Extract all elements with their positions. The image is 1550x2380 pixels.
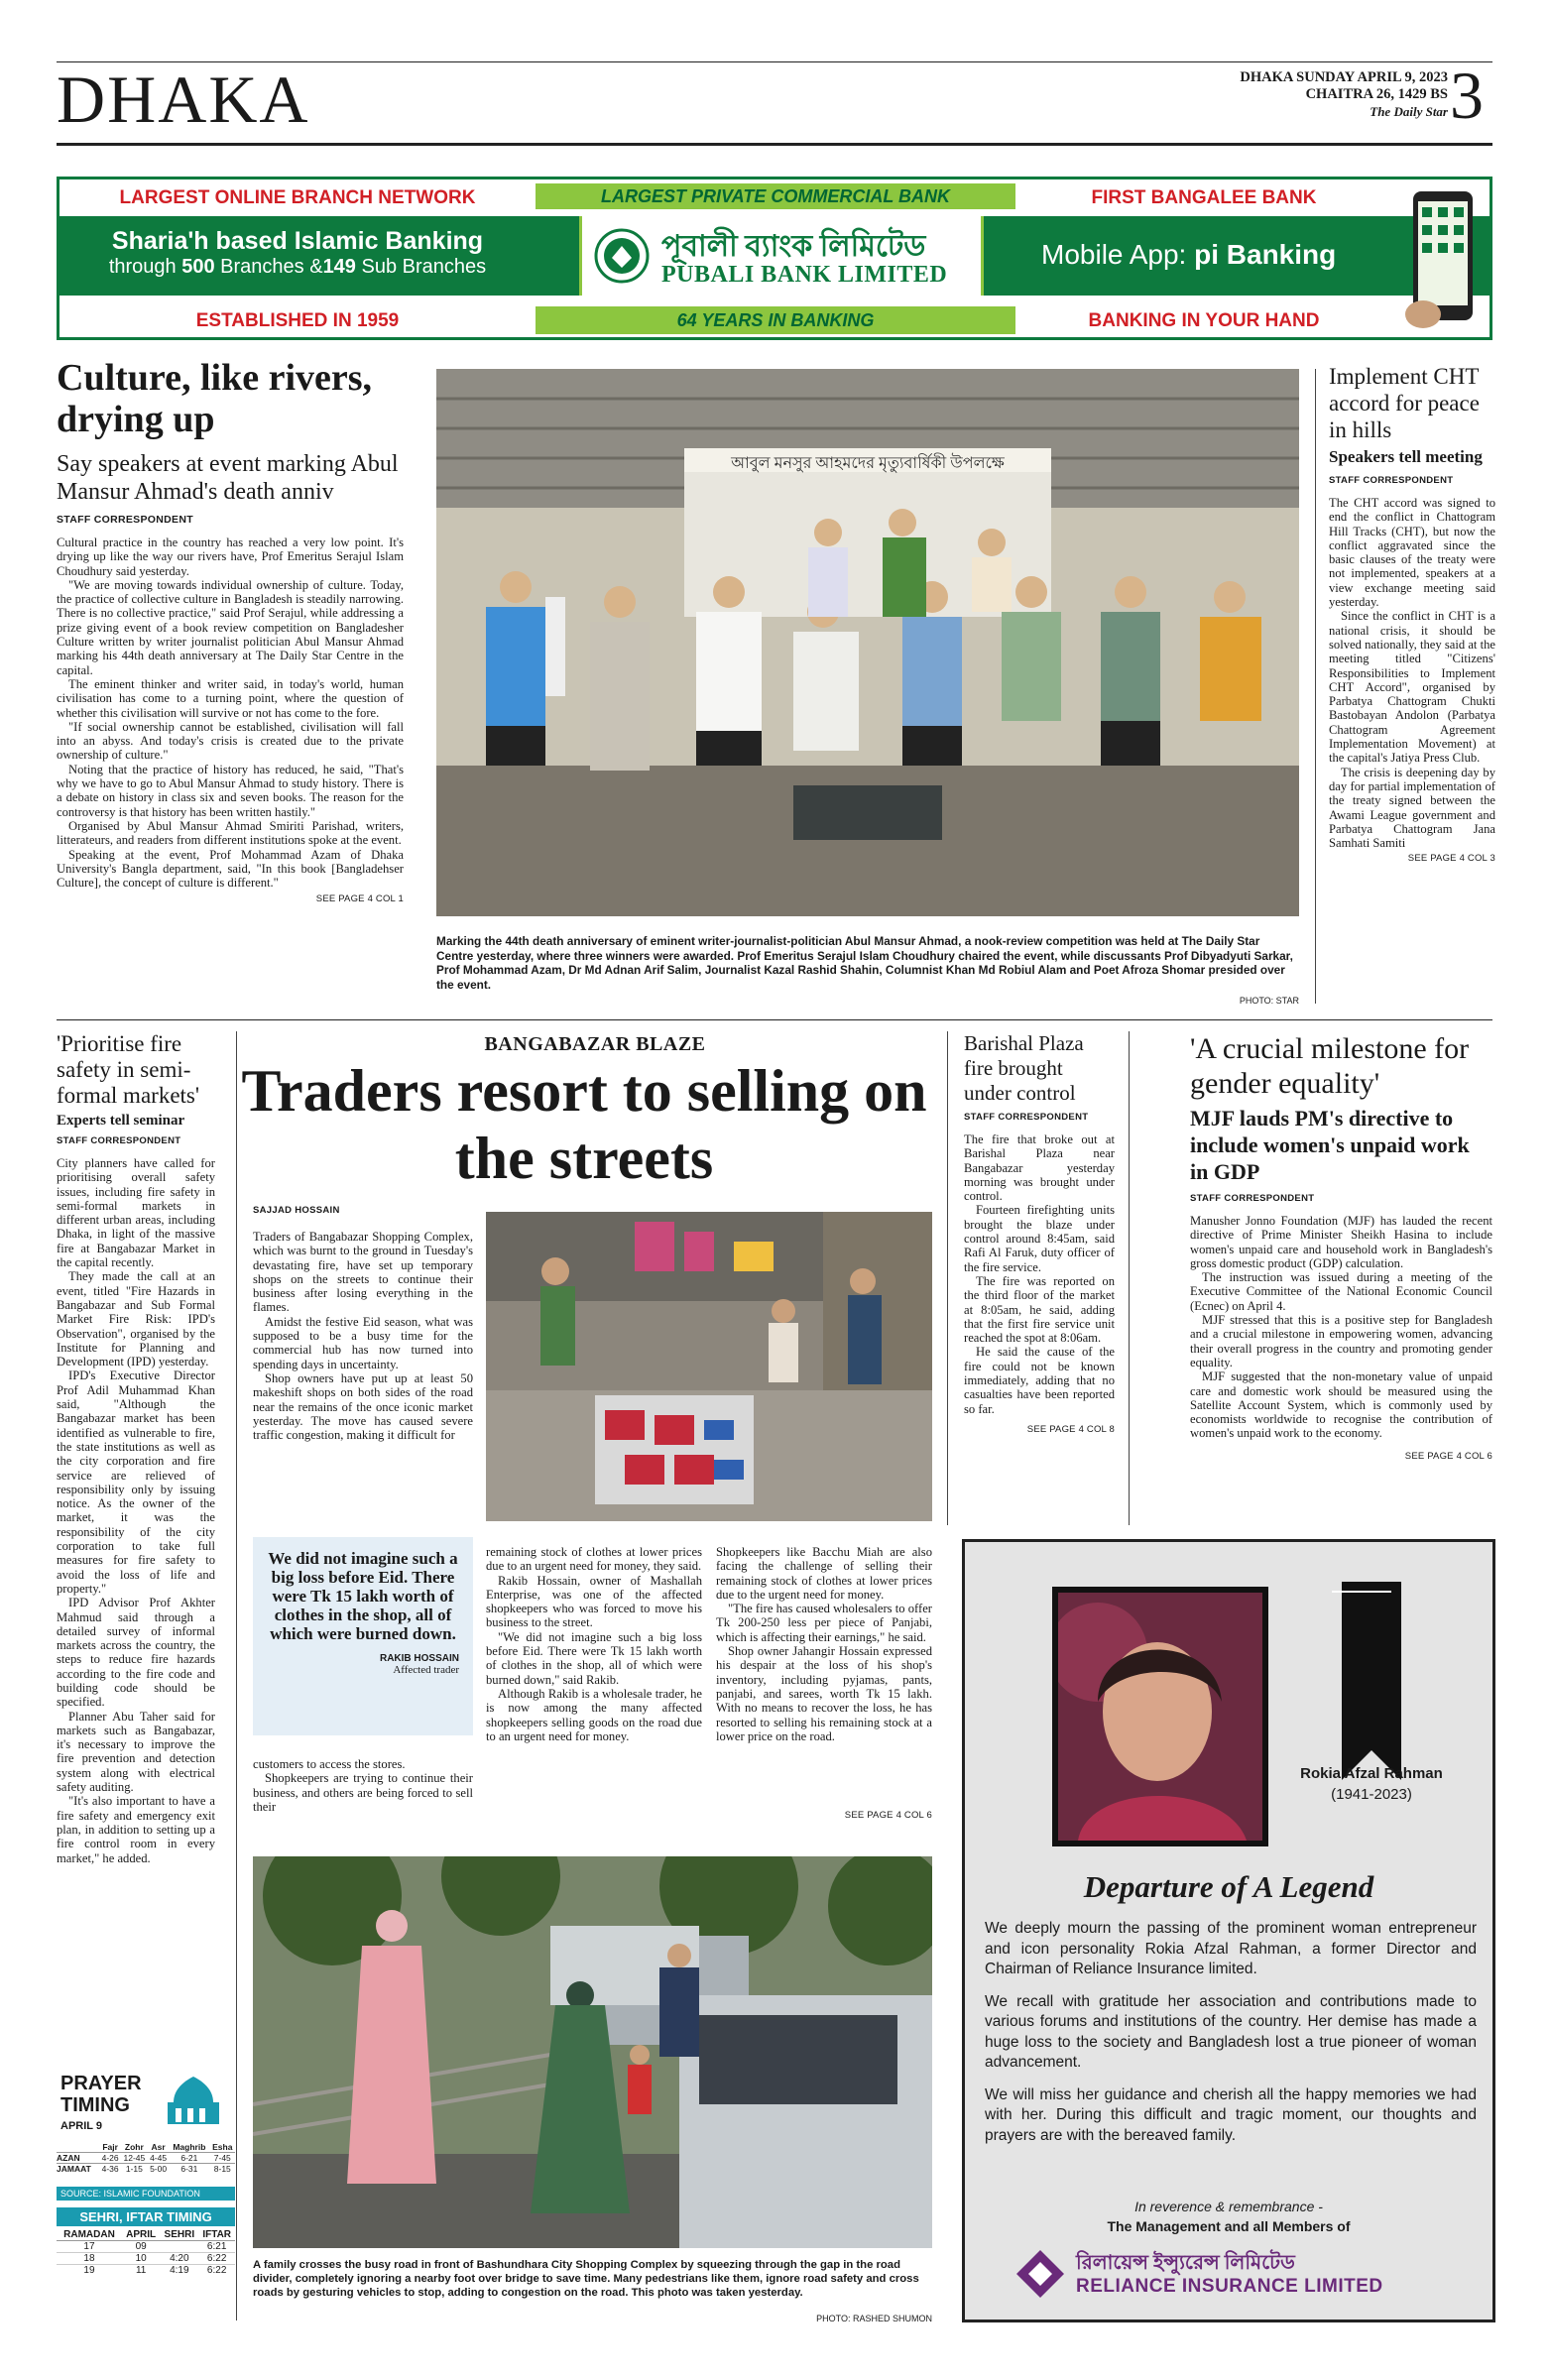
reliance-name-en: RELIANCE INSURANCE LIMITED [1076, 2276, 1383, 2297]
obituary-members: The Management and all Members of [1107, 2218, 1351, 2234]
obituary-reverence: In reverence & remembrance - [1134, 2199, 1323, 2214]
mjf-byline: STAFF CORRESPONDENT [1190, 1193, 1315, 1204]
ad-bottom-center: 64 YEARS IN BANKING [536, 306, 1015, 334]
prioritise-byline: STAFF CORRESPONDENT [57, 1135, 181, 1146]
prioritise-body: City planners have called for prioritising overall safety issues, including fire safety in semi-formal markets in different urban areas, including Dhaka, in light of the massive fire at Bangabazar Market in the capital recently. They made the call at an event, titled "Fire Hazards in Bangabazar and Sub Formal Market Fire Risk: IPD's Observation", organised by the Institute for Planning and Development (IPD) yesterday. IPD's Executive Director Prof Adil Muhammad Khan said, "Although the Bangabazar market has been identified as vulnerable to fire, the state institutions as well as the city corporation and fire service are relieved of responsibility only by issuing notice. As the owner of the market, it was the responsibility of the city corporation to take full measures for fire safety to avoid the loss of life and property." IPD Advisor Prof Akhter Mahmud said through a detailed survey of informal markets across the country, the steps to reduce fire hazards according to the fire code and building code should be specified. Planner Abu Taher said for markets such as Bangabazar, it's necessary to improve the fire prevention and detection system along with electrical safety auditing. "It's also important to have a fire safety and emergency exit plan, in addition to setting up a fire control room in every market," he added. [57, 1156, 215, 1865]
bank-name-en: PUBALI BANK LIMITED [661, 262, 948, 288]
barishal-headline[interactable]: Barishal Plaza fire brought under control [964, 1031, 1084, 1105]
culture-byline: STAFF CORRESPONDENT [57, 514, 193, 526]
obituary-photo [1052, 1587, 1268, 1846]
road-crossing-photo [253, 1856, 932, 2248]
traders-col1b: customers to access the stores. Shopkeepers are trying to continue their business, and others are being forced to sell their [253, 1757, 473, 1814]
barishal-see-page[interactable]: SEE PAGE 4 COL 8 [1026, 1423, 1115, 1435]
ad-top-right: FIRST BANGALEE BANK [1091, 187, 1317, 208]
mjf-see-page[interactable]: SEE PAGE 4 COL 6 [1404, 1450, 1492, 1462]
mjf-headline[interactable]: 'A crucial milestone for gender equality' [1190, 1032, 1470, 1100]
date-block [1190, 69, 1448, 120]
mjf-body: Manusher Jonno Foundation (MJF) has lauded the recent directive of Prime Minister Sheikh Hasina to include women's unpaid care and household work in Bangladesh's gross domestic product (GDP) calculation. The instruction was issued during a meeting of the Executive Committee of the National Economic Council (Ecnec) on April 4. MJF stressed that this is a positive step for Bangladesh and a crucial milestone in empowering women, advancing their overall progress in the country and promoting gender equality. MJF suggested that the non-monetary value of unpaid care and domestic work should be measured using the Satellite Account System, which is commonly used by economists worldwide to recognise the contribution of women's unpaid work to the economy. [1190, 1214, 1492, 1441]
cht-deck: Speakers tell meeting [1329, 447, 1483, 466]
culture-event-photo [436, 369, 1299, 916]
prayer-title: PRAYER TIMING [60, 2073, 142, 2116]
traders-see-page[interactable]: SEE PAGE 4 COL 6 [844, 1810, 932, 1821]
date-line: DHAKA SUNDAY APRIL 9, 2023 [1240, 69, 1448, 85]
traders-headline[interactable]: Traders resort to selling on the streets [241, 1058, 927, 1191]
bank-logo-box [579, 216, 984, 296]
culture-photo-caption: Marking the 44th death anniversary of eminent writer-journalist-politician Abul Mansur Ahmad, a nook-review competition was held at The Daily Star Centre yesterday, where three winners were awarded. Prof Emeritus Serajul Islam Choudhury chaired the event, while discussants Prof Dibyadyuti Sarkar, Prof Mohammad Azam, Dr Md Adnan Arif Salim, Journalist Kazal Rashid Shahin, Columnist Khan Md Robiul Alam and Poet Afroza Shomar presided over the event. [436, 934, 1293, 992]
mjf-story [1190, 1031, 1492, 1462]
section-title: DHAKA [57, 61, 310, 137]
pull-quote-text: We did not imagine such a big loss before Eid. There were Tk 15 lakh worth of clothes in the shop, all of which were burned down. [268, 1549, 458, 1643]
prayer-source: SOURCE: ISLAMIC FOUNDATION [57, 2187, 235, 2201]
page-number: 3 [1450, 58, 1484, 133]
culture-story [57, 357, 404, 904]
reliance-logo-icon [1013, 2246, 1068, 2302]
prayer-table: Fajr Zohr Asr Maghrib Esha AZAN 4-26 12-45 4-45 6-21 7-45 JAMAAT 4-36 1-15 5-00 6-31 8-15 [57, 2142, 235, 2174]
culture-headline[interactable]: Culture, like rivers, drying up [57, 357, 373, 440]
ad-mobile-app: Mobile App: pi Banking [1041, 239, 1337, 270]
traders-byline: SAJJAD HOSSAIN [253, 1205, 340, 1216]
black-ribbon-icon [1332, 1582, 1411, 1780]
sehri-table: RAMADAN APRIL SEHRI IFTAR 17 09 6:21 18 10 4:20 6:22 19 11 4:19 6:22 [57, 2229, 235, 2276]
pull-quote-role: Affected trader [393, 1664, 459, 1676]
road-photo-caption: A family crosses the busy road in front of Bashundhara City Shopping Complex by squeezing through the gap in the road divider, completely ignoring a nearby foot over bridge to save time. Many pedestrians like them, ignore road safety and cross roads by gesturing vehicles to stop, adding to congestion on the road. This photo was taken yesterday. [253, 2259, 919, 2299]
obituary-ad[interactable] [962, 1539, 1495, 2322]
bank-emblem-icon [594, 228, 650, 284]
cht-see-page[interactable]: SEE PAGE 4 COL 3 [1407, 853, 1495, 865]
sehri-title: SEHRI, IFTAR TIMING [57, 2207, 235, 2226]
barishal-byline: STAFF CORRESPONDENT [964, 1112, 1089, 1123]
pull-quote-name: RAKIB HOSSAIN [379, 1653, 459, 1664]
barishal-story [964, 1031, 1115, 1435]
prioritise-story [57, 1031, 215, 1865]
ad-bottom-left: ESTABLISHED IN 1959 [195, 310, 400, 331]
obituary-name: Rokia Afzal Rahman [1300, 1765, 1443, 1782]
paper-name: The Daily Star [1370, 104, 1448, 119]
ad-top-center: LARGEST PRIVATE COMMERCIAL BANK [536, 183, 1015, 209]
pull-quote [253, 1537, 473, 1735]
obituary-body: We deeply mourn the passing of the prominent woman entrepreneur and icon personality Rokia Afzal Rahman, a former Director and Chairman of Reliance Insurance limited. We recall with gratitude her association and contributions made to various forums and institutions of the country. Her demise has made a huge loss to the society and Bangladesh lost a true pioneer of woman advancement. We will miss her guidance and cherish all the happy memories we had with her. During this difficult and tragic moment, our thoughts and prayers are with the bereaved family. [985, 1920, 1477, 2144]
ad-bottom-right: BANKING IN YOUR HAND [1088, 310, 1320, 331]
culture-body: Cultural practice in the country has reached a very low point. It's drying up like the way our rivers have, Prof Emeritus Serajul Islam Choudhury said yesterday. "We are moving towards individual ownership of culture. Today, the practice of collective culture in Bangladesh is steadily narrowing. There is no collective practice," said Prof Serajul, while addressing a prize giving event of a book review competition on Bangladesher Culture written by writer journalist politician Abul Mansur Ahmad marking his 44th death anniversary at The Daily Star Centre in the capital. The eminent thinker and writer said, in today's world, human civilisation has come to a turning point, where the question of whether this civilisation will survive or not has come to the fore. "If social ownership cannot be established, civilisation will fall into an abyss. And today's crisis is created due to the private ownership of culture." Noting that the practice of history has reduced, he said, "That's why we have to go to Abul Mansur Ahmad to study history. There is a debate on history in class six and seven books. The reason for the controversy is that history has been written hastily." Organised by Abul Mansur Ahmad Smiriti Parishad, writers, litterateurs, and readers from different institutions spoke at the event. Speaking at the event, Prof Mohammad Azam of Dhaka University's Bangla department, said, "In this book [Bangladehser Culture], the concept of culture is different." [57, 536, 404, 891]
bank-name-bn: পূবালী ব্যাংক লিমিটেড [661, 230, 926, 263]
traders-kicker: BANGABAZAR BLAZE [484, 1033, 706, 1055]
cht-story [1329, 363, 1495, 864]
mjf-deck: MJF lauds PM's directive to include women's unpaid work in GDP [1190, 1106, 1470, 1184]
ad-islamic-banking: Sharia'h based Islamic Banking through 500 Branches &149 Sub Branches [108, 227, 487, 278]
cht-body: The CHT accord was signed to end the conflict in Chattogram Hill Tracks (CHT), but now the conflict aggravated since the basic clauses of the treaty were not implemented, speakers at a view exchange meeting said yesterday. Since the conflict in CHT is a national crisis, it should be solved nationally, they said at the meeting titled "Citizens' Responsibilities to Implement CHT Accord", organised by Parbatya Chattogram Chukti Bastobayan Andolon (Parbatya Chattogram Agreement Implementation Movement) at the capital's Jatiya Press Club. The crisis is deepening day by day for partial implementation of the treaty signed between the Awami League government and Parbatya Chattogram Jana Samhati Samiti [1329, 496, 1495, 851]
mosque-icon [158, 2073, 229, 2128]
road-photo-credit: PHOTO: RASHED SHUMON [816, 2314, 932, 2323]
culture-deck: Say speakers at event marking Abul Mansur Ahmad's death anniv [57, 451, 399, 505]
street-shops-photo [486, 1212, 932, 1521]
phone-icon [1403, 185, 1483, 334]
photo-banner-text: আবুল মনসুর আহমদের মৃত্যুবার্ষিকী উপলক্ষে [731, 455, 1005, 472]
traders-col3: Shopkeepers like Bacchu Miah are also facing the challenge of selling their remaining stock of clothes at lower prices due to the urgent need for money. "The fire has caused wholesalers to offer Tk 200-250 less per piece of Panjabi, which is affecting their earnings," he said. Shop owner Jahangir Hossain expressed his despair at the loss of his shop's inventory, including pyjamas, pants, panjabi, and sarees, worth Tk 15 lakh. With no means to recover the loss, he has resorted to selling his remaining stock at a lower price on the road. [716, 1545, 932, 1743]
barishal-body: The fire that broke out at Barishal Plaza near Bangabazar yesterday morning was brought under control. Fourteen firefighting units brought the blaze under control around 8:45am, said Rafi Al Faruk, duty officer of the fire service. The fire was reported on the third floor of the market at 8:05am, he said, adding that the first fire service unit reached the spot at 8:06am. He said the cause of the fire could not be known immediately, adding that no casualties have been reported so far. [964, 1132, 1115, 1416]
obituary-years: (1941-2023) [1331, 1786, 1412, 1803]
obituary-title: Departure of A Legend [1083, 1869, 1374, 1904]
traders-col1: Traders of Bangabazar Shopping Complex, which was burnt to the ground in Tuesday's devastating fire, have set up temporary shops on the streets to continue their business after losing everything in the flames. Amidst the festive Eid season, what was supposed to be a busy time for the commercial hub has now turned into spending days in uncertainty. Shop owners have put up at least 50 makeshift shops on both sides of the road near the remains of the once iconic market yesterday. The move has caused severe traffic congestion, making it difficult for [253, 1230, 473, 1443]
ad-top-left: LARGEST ONLINE BRANCH NETWORK [119, 187, 476, 208]
prayer-date: APRIL 9 [60, 2120, 102, 2132]
cht-byline: STAFF CORRESPONDENT [1329, 475, 1454, 486]
culture-see-page[interactable]: SEE PAGE 4 COL 1 [315, 893, 404, 905]
prioritise-deck: Experts tell seminar [57, 1113, 185, 1129]
prioritise-headline[interactable]: 'Prioritise fire safety in semi-formal markets' [57, 1031, 200, 1108]
bengali-date: CHAITRA 26, 1429 BS [1305, 86, 1448, 102]
pubali-bank-ad[interactable] [57, 177, 1492, 340]
traders-col2: remaining stock of clothes at lower prices due to an urgent need for money, they said. Rakib Hossain, owner of Mashallah Enterprise, was one of the affected shopkeepers who was forced to move his business to the street. "We did not imagine such a big loss before Eid. There were Tk 15 lakh worth of clothes in the shop, all of which were burned down," said Rakib. Although Rakib is a wholesale trader, he is now among the many affected shopkeepers selling goods on the road due to an urgent need for money. [486, 1545, 702, 1743]
culture-photo-credit: PHOTO: STAR [1239, 996, 1299, 1006]
cht-headline[interactable]: Implement CHT accord for peace in hills [1329, 364, 1480, 442]
reliance-name-bn: রিলায়েন্স ইন্স্যুরেন্স লিমিটেড [1076, 2252, 1295, 2274]
